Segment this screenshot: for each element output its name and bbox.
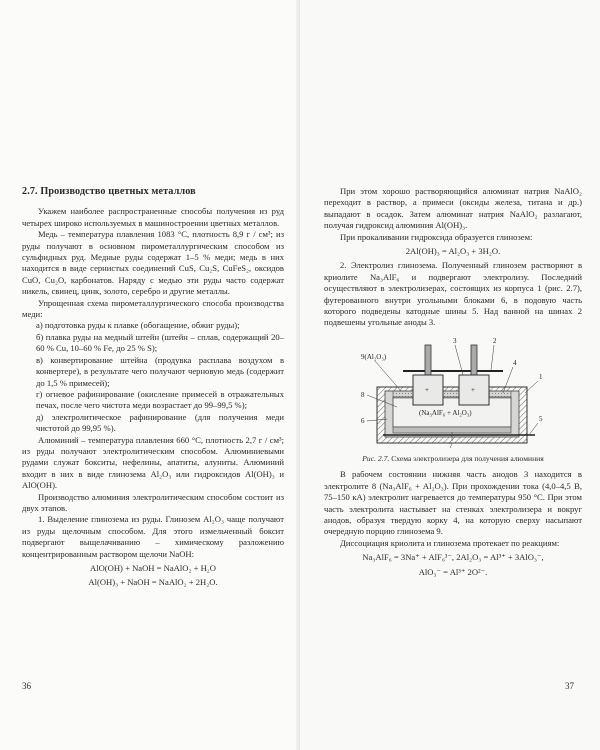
figure-label: (Na₃AlF₆ + Al₂O₃) <box>419 408 472 417</box>
page-number: 36 <box>22 681 31 691</box>
paragraph: 1. Выделение глинозема из руды. Глинозем Al₂O₃ чаще получают из руды щелочным способом. Для этого измельченный боксит подвергают выщелачиванию – химическому разложению концентрированным раствором щелочи NaOH: <box>22 514 284 559</box>
right-text-column <box>324 186 582 581</box>
formula: Al(OH)₃ + NaOH = NaAlO₂ + 2H₂O. <box>88 577 218 588</box>
list-item: б) плавка руды на медный штейн (штейн – сплав, содержащий 20–60 % Cu, 10–60 % Fe, до 25 % S); <box>36 331 284 354</box>
formula: Na₃AlF₆ = 3Na⁺ + AlF₆³⁻, 2Al₂O₃ = Al³⁺ + 3AlO₃⁻, <box>362 552 544 563</box>
alumina-crust <box>393 391 511 398</box>
figure-label: 6 <box>361 416 365 425</box>
figure-caption <box>324 453 582 464</box>
paragraph: Диссоциация криолита и глинозема протекает по реакциям: <box>340 537 560 548</box>
figure-label: 7 <box>449 441 453 450</box>
caption-text: Схема электролизера для получения алюминия <box>391 453 544 463</box>
formula: 2Al(OH)₃ = Al₂O₃ + 3H₂O. <box>405 246 501 257</box>
paragraph: Алюминий – температура плавления 660 °С, плотность 2,7 г / см³; из руды получают электролитическим способом. Алюминиевыми рудами служат бокситы, нефелины, апатиты, алуниты. Алюминий входит в них в виде глинозема Al₂O₃ или гидроксидов Al(OH)₃ и AlO(OH). <box>22 434 284 491</box>
figure-label: 8 <box>361 390 365 399</box>
plus-sign: + <box>471 385 475 394</box>
paragraph: Медь – температура плавления 1083 °С, плотность 8,9 г / см³; из руды получают в основном пирометаллургическим способом из сульфидных руд. Медные руды содержат 1–5 % меди; медь в них находится в виде сернистых соединений CuS, Cu₂S, CuFeS₂, оксидов CuO, Cu₂O, карбонатов. Наряду с медью эти руды часто содержат никель, свинец, цинк, золото, серебро и другие металлы. <box>22 229 284 297</box>
page-number: 37 <box>565 681 574 691</box>
list-item: а) подготовка руды к плавке (обогащение, обжиг руды); <box>36 320 240 331</box>
list-item: г) огневое рафинирование (окисление примесей в отражательных печах, после чего чистота меди возрастает до 99–99,5 %); <box>36 388 284 411</box>
right-page <box>300 0 600 750</box>
figure-label: 5 <box>539 414 543 423</box>
paragraph: Укажем наиболее распространенные способы получения из руд четырех широко используемых в машиностроении цветных металлов. <box>22 206 284 228</box>
section-heading: 2.7. Производство цветных металлов <box>22 186 196 197</box>
electrolyzer-diagram <box>353 335 553 451</box>
paragraph: Упрощенная схема пирометаллургического способа производства меди: <box>22 297 284 320</box>
electrolyzer-figure <box>353 335 553 451</box>
list-item: д) электролитическое рафинирование (для получения меди чистотой до 99,95 %). <box>36 411 284 434</box>
formula: AlO₃⁻ = Al³⁺ 2O²⁻. <box>418 566 488 577</box>
anode-rod <box>471 345 477 375</box>
formula: AlO(OH) + NaOH = NaAlO₂ + H₂O <box>89 563 217 573</box>
anode-rod <box>425 345 431 375</box>
list-item: в) конвертирование штейна (продувка расплава воздухом в конвертере), в результате чего получают черновую медь (содержит до 1,5 % примесей); <box>36 354 284 388</box>
left-text-column <box>22 186 284 592</box>
paragraph: 2. Электролиз глинозема. Полученный глинозем растворяют в криолите Na₃AlF₆ и подвергают электролизу. Последний осуществляют в электролизерах, состоящих из корпуса 1 (рис. 2.7), футерованного внутри угольными блоками 6, в подовую часть которого подведены катодные шины 5. Над ванной на шинах 2 подвешены угольные аноды 3. <box>324 260 582 328</box>
paragraph: Производство алюминия электролитическим способом состоит из двух этапов. <box>22 491 284 513</box>
paragraph: В рабочем состоянии нижняя часть анодов 3 находится в электролите 8 (Na₃AlF₆ + Al₂O₃). При прохождении тока (4,0–4,5 В, 75–150 кА) электролит нагревается до температуры 950 °С. При этом часть электролита настывает на стенках электролизера и вокруг анодов, образуя твердую корку 4, на которую сверху насыпают очередную порцию глинозема 9. <box>324 469 582 537</box>
plus-sign: + <box>425 385 429 394</box>
figure-label: 1 <box>539 372 543 381</box>
figure-label: 9(Al₂O₃) <box>361 352 387 361</box>
figure-label: 4 <box>513 358 517 367</box>
figure-label: 2 <box>493 336 497 345</box>
paragraph: При прокаливании гидроксида образуется глинозем: <box>340 231 533 242</box>
caption-prefix: Рис. 2.7. <box>362 453 390 463</box>
paragraph: При этом хорошо растворяющийся алюминат натрия NaAlO₂ переходит в раствор, а примеси (оксиды железа, титана и др.) выпадают в осадок. Затем алюминат натрия NaAlO₂ разлагают, получая гидроксид алюминия Al(OH)₃. <box>324 186 582 231</box>
figure-label: 3 <box>453 336 457 345</box>
